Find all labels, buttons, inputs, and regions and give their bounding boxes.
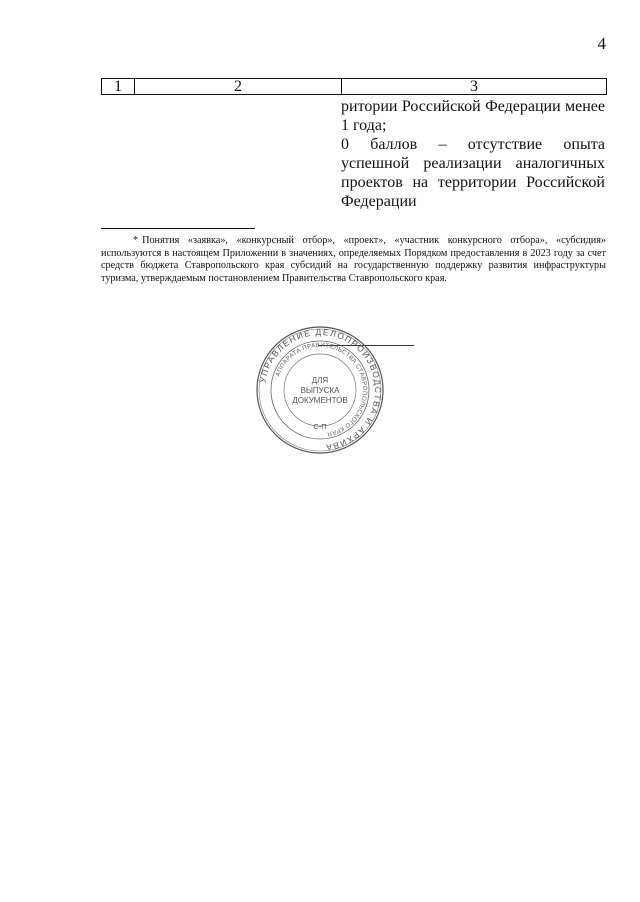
column-header-3: 3 [341, 79, 606, 94]
footnote-mark: * [133, 235, 139, 246]
table-column-3-content [341, 97, 605, 211]
column-header-1: 1 [114, 77, 122, 95]
criteria-text-continuation: ритории Российской Федерации менее 1 года; [341, 98, 605, 134]
footnote-text: Понятия «заявка», «конкурсный отбор», «проект», «участник конкурсного отбора», «субсидия» используются в настоящем Приложении в значениях, определяемых Порядком предоставления в 2023 году за счет средств бюджета Ставропольского края субсидий на государственную поддержку развития инфраструктуры туризма, утверждаемым постановлением Правительства Ставропольского края. [101, 235, 606, 284]
page-number: 4 [597, 34, 606, 53]
footnote-separator [101, 228, 255, 229]
svg-text:АППАРАТА ПРАВИТЕЛЬСТВА СТАВРОП: АППАРАТА ПРАВИТЕЛЬСТВА СТАВРОПОЛЬСКОГО КРАЯ [274, 341, 369, 438]
stamp-seal-icon [255, 325, 385, 455]
svg-text:ВЫПУСКА: ВЫПУСКА [300, 386, 340, 395]
footnote [101, 235, 606, 285]
criteria-text-zero-points: 0 баллов – отсутствие опыта успешной реализации аналогичных проектов на территории Российской Федерации [341, 136, 605, 210]
svg-text:ДЛЯ: ДЛЯ [311, 376, 329, 385]
table-header-row [101, 78, 607, 95]
column-header-2: 2 [134, 79, 341, 94]
official-stamp [255, 325, 385, 455]
svg-text:С-П: С-П [313, 422, 327, 431]
svg-text:УПРАВЛЕНИЕ ДЕЛОПРОИЗВОДСТВА И: УПРАВЛЕНИЕ ДЕЛОПРОИЗВОДСТВА И АРХИВА [257, 326, 384, 453]
svg-text:ДОКУМЕНТОВ: ДОКУМЕНТОВ [292, 396, 348, 405]
